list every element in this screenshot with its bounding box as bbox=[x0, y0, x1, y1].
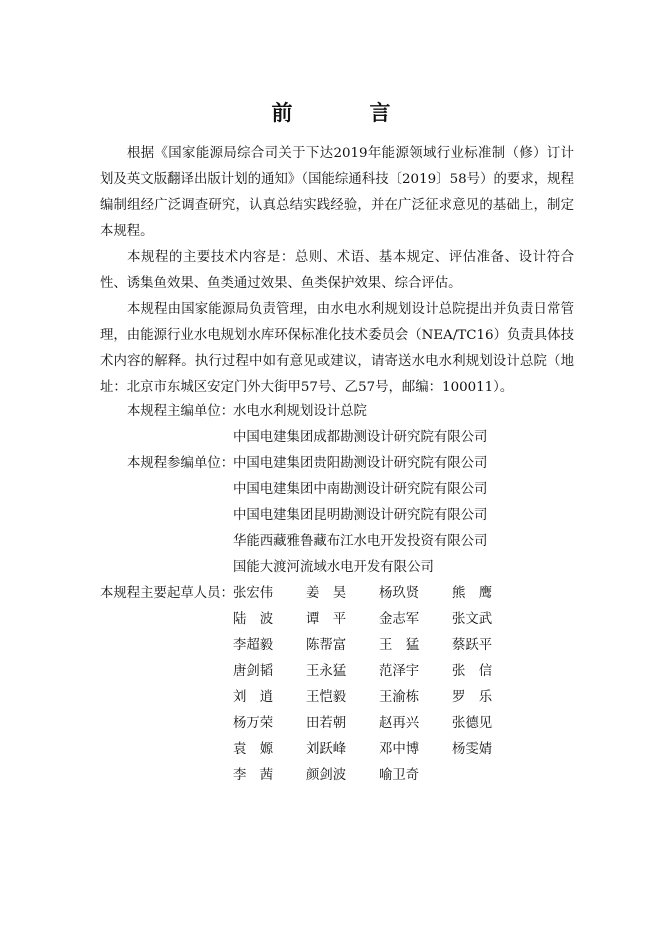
preface-paragraph-basis: 根据《国家能源局综合司关于下达2019年能源领域行业标准制（修）订计划及英文版翻译出版计划的通知》（国能综通科技〔2019〕58号）的要求，规程编制组经广泛调查研究，认真总结实践经验，并在广泛征求意见的基础上，制定本规程。 bbox=[100, 146, 574, 239]
drafter-name: 王渝栋 bbox=[379, 690, 420, 705]
drafter-name: 陆 波 bbox=[233, 612, 274, 627]
drafter-name: 罗 乐 bbox=[452, 690, 493, 705]
drafter-name: 范泽宇 bbox=[379, 664, 420, 679]
drafter-name: 张 信 bbox=[452, 664, 493, 679]
drafter-name: 刘 逍 bbox=[233, 690, 274, 705]
preface-paragraph-contents: 本规程的主要技术内容是：总则、术语、基本规定、评估准备、设计符合性、诱集鱼效果、鱼类通过效果、鱼类保护效果、综合评估。 bbox=[100, 250, 574, 291]
drafter-name: 喻卫奇 bbox=[379, 768, 420, 783]
drafter-name: 陈帮富 bbox=[306, 638, 347, 653]
drafter-name: 姜 昊 bbox=[306, 586, 347, 601]
chief-units-section bbox=[0, 399, 662, 451]
chief-units-label: 本规程主编单位： bbox=[127, 404, 235, 419]
page-title: 前 言 bbox=[271, 100, 419, 125]
drafter-name: 刘跃峰 bbox=[306, 742, 347, 757]
drafter-name: 李超毅 bbox=[233, 638, 274, 653]
chief-unit-item: 中国电建集团成都勘测设计研究院有限公司 bbox=[233, 430, 488, 445]
participating-unit-item: 中国电建集团中南勘测设计研究院有限公司 bbox=[233, 482, 488, 497]
participating-unit-item: 国能大渡河流域水电开发有限公司 bbox=[233, 560, 434, 575]
drafter-name: 唐剑韬 bbox=[233, 664, 274, 679]
drafter-name: 李 茜 bbox=[233, 768, 274, 783]
drafter-name: 杨万荣 bbox=[233, 716, 274, 731]
drafter-name: 王永猛 bbox=[306, 664, 347, 679]
drafter-name: 金志军 bbox=[379, 612, 420, 627]
preface-paragraph-management: 本规程由国家能源局负责管理，由水电水利规划设计总院提出并负责日常管理，由能源行业水电规划水库环保标准化技术委员会（NEA/TC16）负责具体技术内容的解释。执行过程中如有意见或建议，请寄送水电水利规划设计总院（地址：北京市东城区安定门外大街甲57号、乙57号，邮编：100011）。 bbox=[100, 302, 574, 395]
participating-units-section bbox=[0, 451, 662, 581]
participating-units-label: 本规程参编单位： bbox=[127, 456, 235, 471]
drafter-name: 张德见 bbox=[452, 716, 493, 731]
drafter-name: 蔡跃平 bbox=[452, 638, 493, 653]
drafter-name: 赵再兴 bbox=[379, 716, 420, 731]
chief-unit-item: 水电水利规划设计总院 bbox=[233, 404, 367, 419]
drafter-name: 杨雯婧 bbox=[452, 742, 493, 757]
drafters-names-grid bbox=[233, 581, 525, 789]
drafter-name: 熊 鹰 bbox=[452, 586, 493, 601]
drafter-name: 袁 嫄 bbox=[233, 742, 274, 757]
drafter-name: 张文武 bbox=[452, 612, 493, 627]
drafter-name: 颜剑波 bbox=[306, 768, 347, 783]
drafter-name: 田若朝 bbox=[306, 716, 347, 731]
drafter-name: 张宏伟 bbox=[233, 586, 274, 601]
drafter-name: 王 猛 bbox=[379, 638, 420, 653]
drafters-label-row bbox=[0, 581, 234, 607]
drafter-name: 王恺毅 bbox=[306, 690, 347, 705]
participating-unit-item: 中国电建集团昆明勘测设计研究院有限公司 bbox=[233, 508, 488, 523]
participating-unit-item: 中国电建集团贵阳勘测设计研究院有限公司 bbox=[233, 456, 488, 471]
drafter-name: 谭 平 bbox=[306, 612, 347, 627]
drafter-name: 邓中博 bbox=[379, 742, 420, 757]
drafter-name: 杨玖贤 bbox=[379, 586, 420, 601]
participating-unit-item: 华能西藏雅鲁藏布江水电开发投资有限公司 bbox=[233, 534, 488, 549]
drafters-label: 本规程主要起草人员： bbox=[100, 586, 234, 601]
